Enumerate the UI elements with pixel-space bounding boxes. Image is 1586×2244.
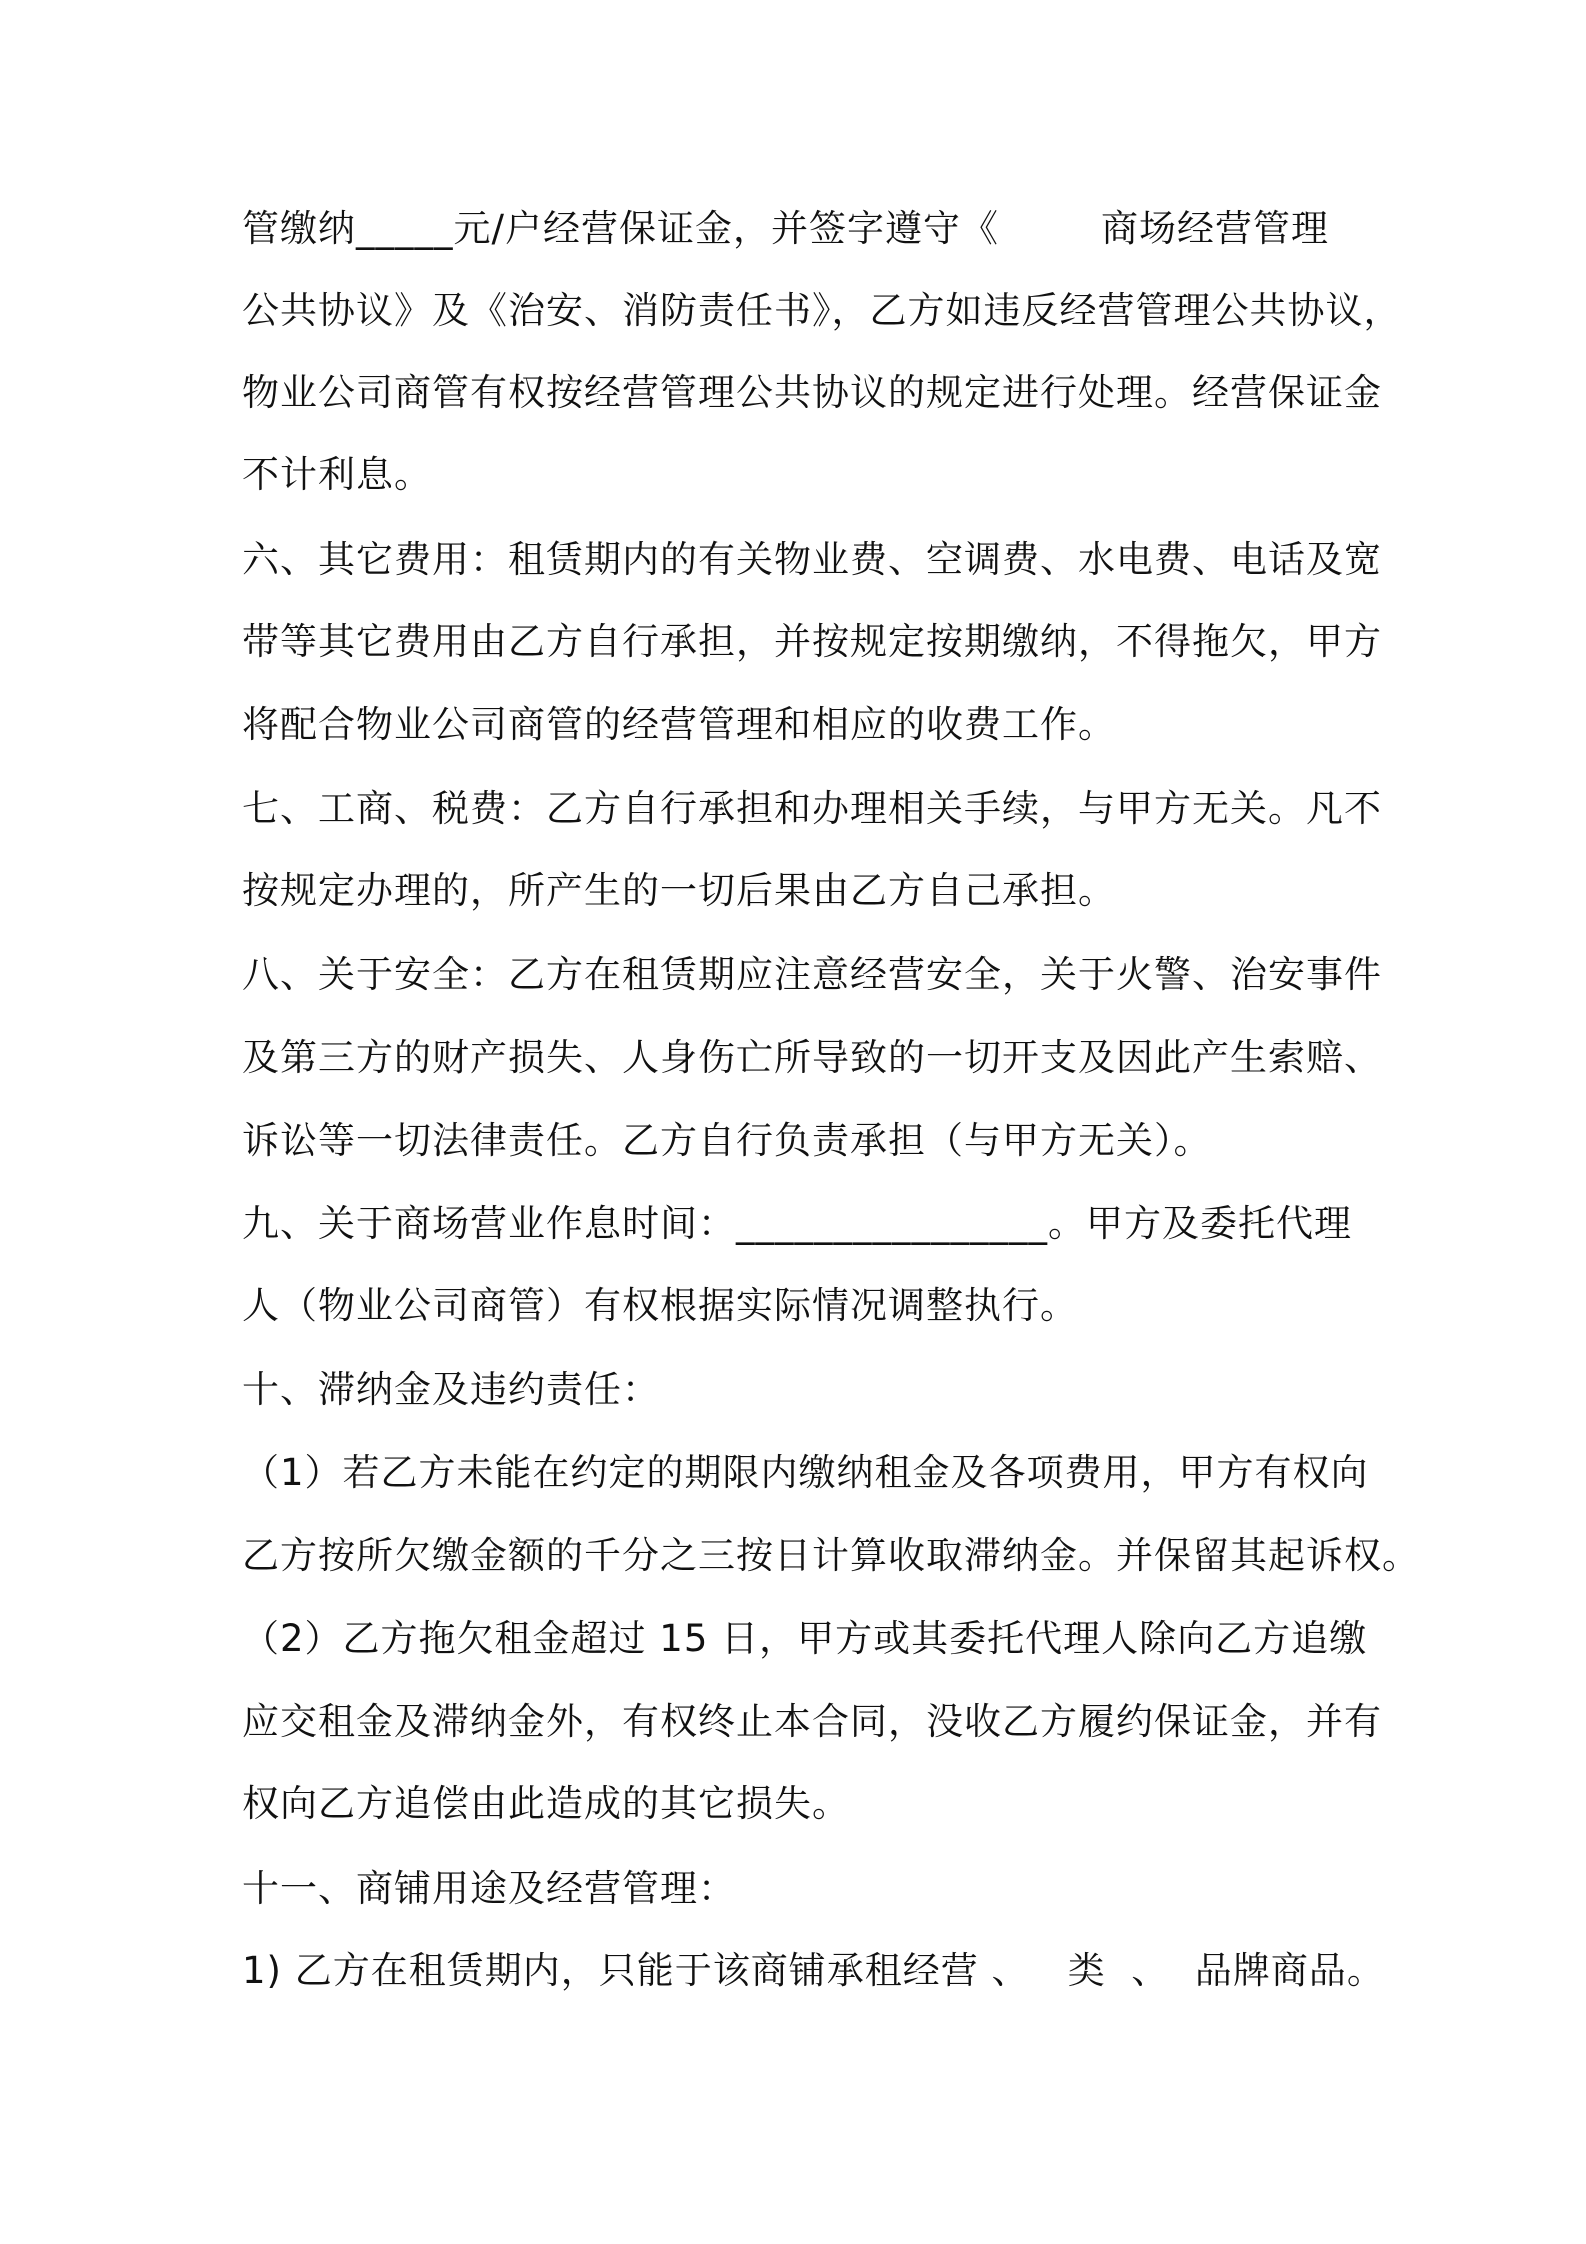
text-line: 六、其它费用：租赁期内的有关物业费、空调费、水电费、电话及宽 <box>242 538 1382 581</box>
text-line: 八、关于安全：乙方在租赁期应注意经营安全，关于火警、治安事件 <box>242 953 1382 996</box>
text-line: 不计利息。 <box>242 453 432 496</box>
text-line: （2）乙方拖欠租金超过 15 日，甲方或其委托代理人除向乙方追缴 <box>242 1617 1368 1660</box>
text-line: 公共协议》及《治安、消防责任书》，乙方如违反经营管理公共协议， <box>242 289 1402 332</box>
text-line: 乙方按所欠缴金额的千分之三按日计算收取滞纳金。并保留其起诉权。 <box>242 1534 1420 1577</box>
text-line: 诉讼等一切法律责任。乙方自行负责承担（与甲方无关）。 <box>242 1119 1212 1162</box>
text-line: 物业公司商管有权按经营管理公共协议的规定进行处理。经营保证金 <box>242 371 1382 414</box>
text-line: 七、工商、税费：乙方自行承担和办理相关手续，与甲方无关。凡不 <box>242 787 1382 830</box>
text-line: 按规定办理的，所产生的一切后果由乙方自己承担。 <box>242 869 1116 912</box>
text-line: 应交租金及滞纳金外，有权终止本合同，没收乙方履约保证金，并有 <box>242 1700 1382 1743</box>
text-line: 将配合物业公司商管的经营管理和相应的收费工作。 <box>242 703 1116 746</box>
text-line: 人（物业公司商管）有权根据实际情况调整执行。 <box>242 1284 1078 1327</box>
text-line: 九、关于商场营业作息时间：________________。甲方及委托代理 <box>242 1202 1352 1245</box>
text-line: 权向乙方追偿由此造成的其它损失。 <box>242 1782 850 1825</box>
text-line: 1) 乙方在租赁期内，只能于该商铺承租经营 、 类 、 品牌商品。 <box>242 1949 1385 1992</box>
text-line: 及第三方的财产损失、人身伤亡所导致的一切开支及因此产生索赔、 <box>242 1036 1382 1079</box>
text-line: 十、滞纳金及违约责任： <box>242 1368 660 1411</box>
text-line: 十一、商铺用途及经营管理： <box>242 1867 736 1910</box>
text-line: （1）若乙方未能在约定的期限内缴纳租金及各项费用，甲方有权向 <box>242 1451 1369 1494</box>
text-line: 带等其它费用由乙方自行承担，并按规定按期缴纳，不得拖欠，甲方 <box>242 620 1382 663</box>
text-line: 管缴纳_____元/户经营保证金，并签字遵守《 商场经营管理 <box>242 207 1330 250</box>
